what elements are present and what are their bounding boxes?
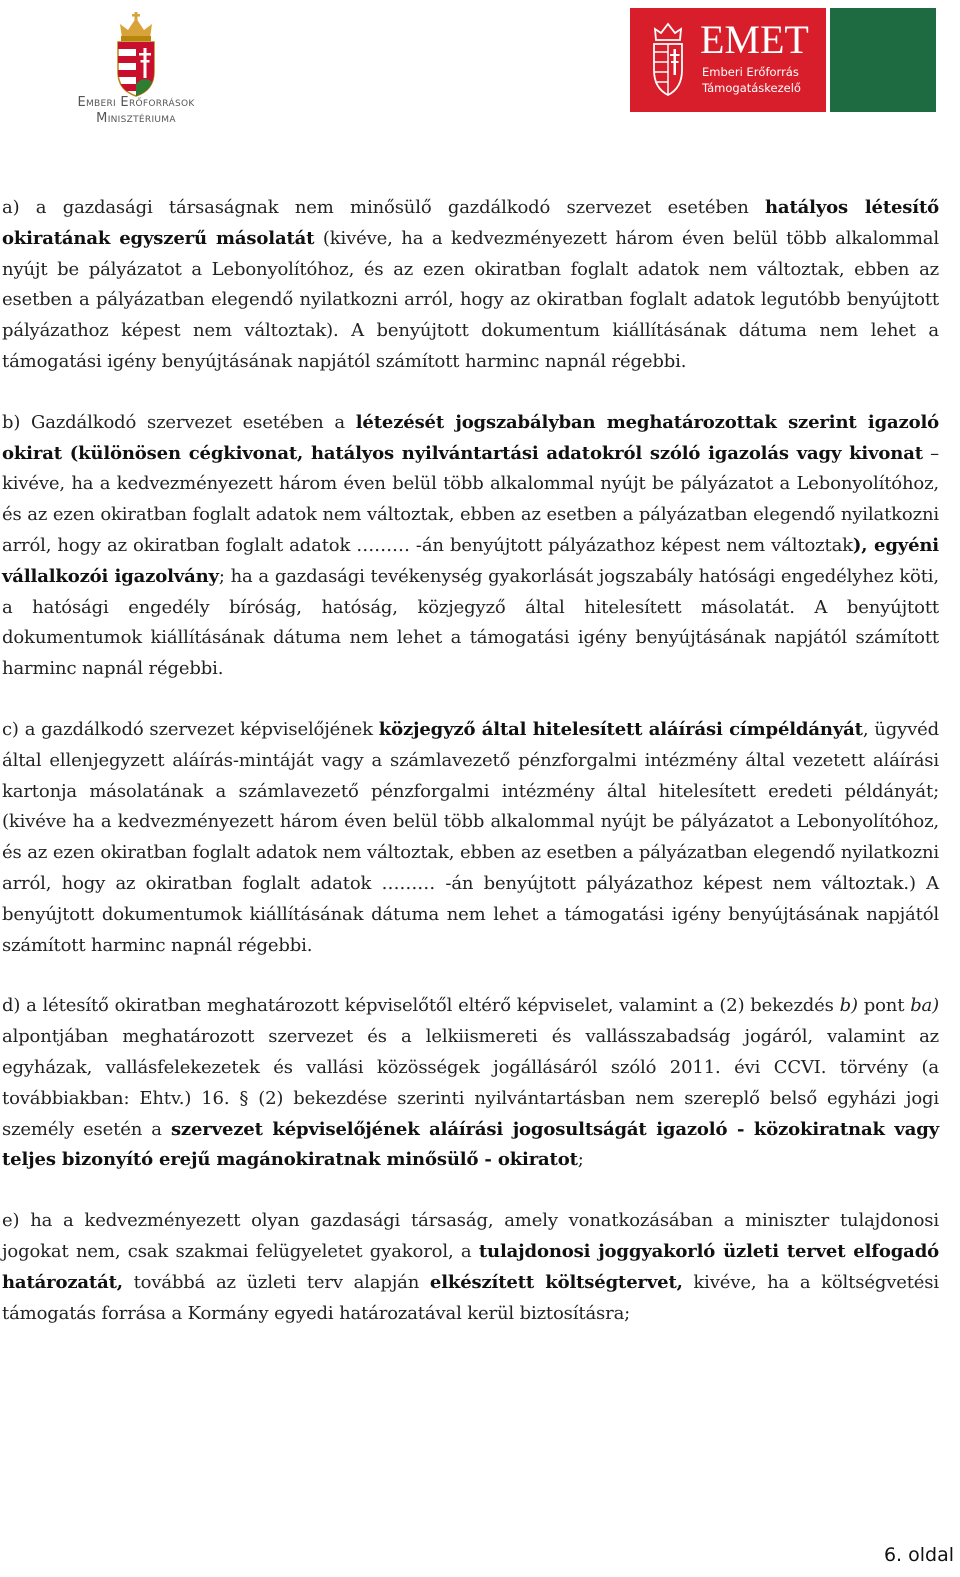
paragraph-d-text-4: ;	[577, 1149, 584, 1171]
paragraph-c-text-2: , ügyvéd által ellenjegyzett aláírás-mintáját vagy a számlavezető pénzforgalmi intézmény által vezetett aláírási kartonja másolatának a számlavezető pénzforgalmi intézmény által hitelesített eredeti példányát; (kivéve ha a kedvezményezett három éven belül több alkalommal nyújt be pályázatot a Lebonyolítóhoz, és az ezen okiratban foglalt adatok nem változtak, ebben az esetben a pályázatban elegendő nyilatkozni arról, hogy az okiratban foglalt adatok ……… -án benyújtott pályázathoz képest nem változtak.) A benyújtott dokumentumok kiállításának dátuma nem lehet a támogatási igény benyújtásának napjától számított harminc napnál régebbi.	[2, 718, 939, 956]
paragraph-c-bold-1: közjegyző által hitelesített aláírási címpéldányát	[378, 718, 863, 740]
paragraph-d-italic-2: ba)	[910, 995, 940, 1017]
paragraph-e-text-2: továbbá az üzleti terv alapján	[122, 1271, 430, 1293]
hungarian-crest-icon	[112, 12, 160, 98]
paragraph-b-bold-2: ), egyéni vállalkozói igazolvány	[2, 534, 939, 587]
page-number: 6. oldal	[883, 1544, 954, 1566]
paragraph-d-bold-1: szervezet képviselőjének aláírási jogosultságát igazoló - közokiratnak vagy teljes bizonyító erejű magánokiratnak minősülő - okiratot	[2, 1118, 940, 1171]
paragraph-d-text-3: alpontjában meghatározott szervezet és a lelkiismereti és vallásszabadság jogáról, valamint az egyházak, vallásfelekezetek és vallási közösségek jogállásáról szóló 2011. évi CCVI. törvény (a továbbiakban: Ehtv.) 16. § (2) bekezdése szerinti nyilvántartásban nem szereplő belső egyházi jogi személy esetén a	[2, 1026, 939, 1140]
paragraph-e-bold-2: elkészített költségtervet,	[429, 1271, 683, 1293]
paragraph-c	[2, 715, 939, 961]
emet-crest-icon	[650, 20, 686, 100]
ministry-name-line2: Minisztériuma	[96, 111, 176, 126]
emet-title: EMET	[700, 17, 809, 62]
emet-subtitle	[702, 64, 801, 96]
ministry-name	[50, 95, 222, 127]
ministry-name-line1: Emberi Erőforrások	[77, 95, 195, 110]
paragraph-a-text-1: a) a gazdasági társaságnak nem minősülő gazdálkodó szervezet esetében	[2, 197, 765, 218]
ministry-logo	[50, 12, 222, 132]
paragraph-e	[2, 1206, 939, 1329]
paragraph-b-bold-1: létezését jogszabályban meghatározottak szerint igazoló okirat (különösen cégkivonat, hatályos nyilvántartási adatokról szóló igazolás vagy kivonat	[2, 411, 939, 464]
paragraph-b-text-1: b) Gazdálkodó szervezet esetében a	[2, 411, 356, 433]
paragraph-d-italic-1: b)	[839, 995, 858, 1017]
emet-logo-green-block	[830, 8, 936, 112]
emet-subtitle-line2: Támogatáskezelő	[702, 81, 801, 95]
paragraph-b	[2, 408, 939, 685]
emet-subtitle-line1: Emberi Erőforrás	[702, 65, 799, 79]
paragraph-e-text-1: e) ha a kedvezményezett olyan gazdasági társaság, amely vonatkozásában a miniszter tulajdonosi jogokat nem, csak szakmai felügyeletet gyakorol, a	[2, 1210, 939, 1262]
paragraph-d	[2, 991, 939, 1176]
paragraph-c-text-1: c) a gazdálkodó szervezet képviselőjének	[2, 718, 379, 740]
emet-logo	[630, 8, 936, 112]
paragraph-d-text-1: d) a létesítő okiratban meghatározott képviselőtől eltérő képviselet, valamint a (2) bekezdés	[2, 995, 840, 1017]
emet-logo-red-block	[630, 8, 826, 112]
document-body	[2, 193, 939, 1329]
paragraph-e-text-3: kivéve, ha a költségvetési támogatás forrása a Kormány egyedi határozatával kerül biztosításra;	[2, 1271, 939, 1324]
paragraph-a-bold-1: hatályos létesítő okiratának egyszerű másolatát	[2, 197, 939, 249]
paragraph-a	[2, 193, 939, 378]
paragraph-e-bold-1: tulajdonosi joggyakorló üzleti tervet elfogadó határozatát,	[2, 1240, 939, 1293]
page-header	[0, 0, 960, 140]
paragraph-a-text-2: (kivéve, ha a kedvezményezett három éven belül több alkalommal nyújt be pályázatot a Lebonyolítóhoz, és az ezen okiratban foglalt adatok nem változtak, ebben az esetben a pályázatban elegendő nyilatkozni arról, hogy az okiratban foglalt adatok legutóbb benyújtott pályázathoz képest nem változtak). A benyújtott dokumentum kiállításának dátuma nem lehet a támogatási igény benyújtásának napjától számított harminc napnál régebbi.	[2, 227, 939, 372]
paragraph-b-text-2: – kivéve, ha a kedvezményezett három éven belül több alkalommal nyújt be pályázatot a Lebonyolítóhoz, és az ezen okiratban foglalt adatok nem változtak, ebben az esetben a pályázatban elegendő nyilatkozni arról, hogy az okiratban foglalt adatok ……… -án benyújtott pályázathoz képest nem változtak	[2, 442, 940, 556]
paragraph-d-text-2: pont	[857, 995, 911, 1017]
paragraph-b-text-3: ; ha a gazdasági tevékenység gyakorlását jogszabály hatósági engedélyhez köti, a hatósági engedély bíróság, hatóság, közjegyző által hitelesített másolatát. A benyújtott dokumentumok kiállításának dátuma nem lehet a támogatási igény benyújtásának napjától számított harminc napnál régebbi.	[2, 565, 939, 680]
